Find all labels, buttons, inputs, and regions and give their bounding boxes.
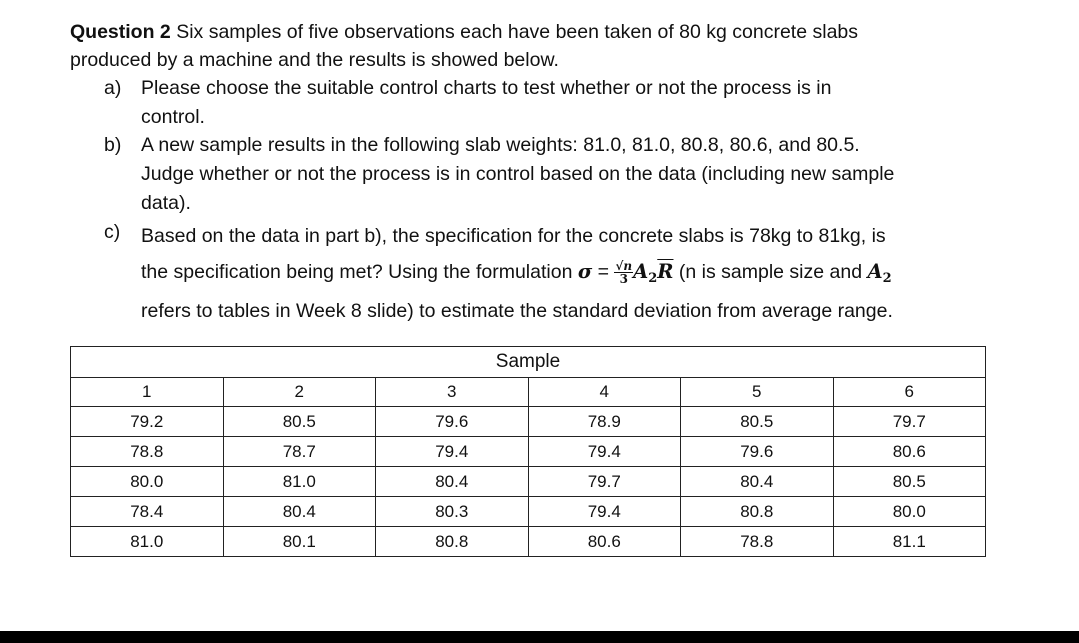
column-number: 2 [223, 378, 376, 407]
table-cell: 79.2 [71, 407, 224, 437]
table-cell: 80.0 [833, 497, 986, 527]
table-cell: 79.4 [528, 437, 681, 467]
table-row [71, 467, 986, 497]
part-c-line2-post: (n is sample size and [673, 261, 868, 283]
table-cell: 80.0 [71, 467, 224, 497]
column-number-row [71, 378, 986, 407]
part-a-letter: a) [104, 77, 122, 99]
table-cell: 79.4 [528, 497, 681, 527]
equals-sign: = [592, 261, 615, 283]
column-number: 5 [681, 378, 834, 407]
table-cell: 81.1 [833, 527, 986, 557]
part-b-line3: data). [141, 192, 191, 214]
table-cell: 78.8 [71, 437, 224, 467]
sample-data-table [70, 346, 986, 557]
table-cell: 80.1 [223, 527, 376, 557]
a2b-letter: A [867, 260, 883, 283]
table-cell: 81.0 [71, 527, 224, 557]
bottom-bar [0, 631, 1079, 643]
table-cell: 80.5 [223, 407, 376, 437]
fraction-numerator: √n [615, 259, 633, 274]
part-a [104, 74, 1004, 132]
table-cell: 79.4 [376, 437, 529, 467]
question-intro [70, 18, 1050, 74]
part-c-line1: Based on the data in part b), the specification for the concrete slabs is 78kg to 81kg, is [141, 225, 886, 247]
column-number: 3 [376, 378, 529, 407]
part-c-line3: refers to tables in Week 8 slide) to estimate the standard deviation from average range. [141, 300, 893, 322]
part-c-letter: c) [104, 221, 121, 243]
sqrt-n-over-3-fraction [614, 260, 633, 285]
table-cell: 80.5 [833, 467, 986, 497]
a2-symbol-second [867, 260, 892, 286]
table-cell: 80.4 [681, 467, 834, 497]
r-bar-symbol: $\overline{R}$ [657, 260, 674, 283]
a2-subscript: 2 [648, 271, 658, 286]
table-cell: 80.8 [376, 527, 529, 557]
part-c [104, 218, 1004, 333]
question-label: Question 2 [70, 21, 171, 43]
table-cell: 79.7 [833, 407, 986, 437]
question-intro-line2: produced by a machine and the results is showed below. [70, 49, 559, 71]
a2-symbol [633, 260, 658, 286]
part-a-line2: control. [141, 106, 205, 128]
table-row [71, 407, 986, 437]
table-cell: 80.6 [528, 527, 681, 557]
table-cell: 80.4 [376, 467, 529, 497]
table-row [71, 497, 986, 527]
a2b-subscript: 2 [882, 271, 892, 286]
table-cell: 80.8 [681, 497, 834, 527]
table-header-sample: Sample [71, 347, 986, 378]
table-cell: 79.6 [376, 407, 529, 437]
part-a-line1: Please choose the suitable control charts to test whether or not the process is in [141, 77, 832, 99]
fraction-denominator: 3 [619, 272, 628, 287]
a2-letter: A [633, 260, 649, 283]
table-cell: 78.8 [681, 527, 834, 557]
table-row [71, 527, 986, 557]
table-cell: 78.7 [223, 437, 376, 467]
table-cell: 80.4 [223, 497, 376, 527]
table-row [71, 437, 986, 467]
table-cell: 79.6 [681, 437, 834, 467]
part-b-line2: Judge whether or not the process is in control based on the data (including new sample [141, 163, 895, 185]
part-c-line2-pre: the specification being met? Using the formulation [141, 261, 578, 283]
table-cell: 80.5 [681, 407, 834, 437]
table-cell: 80.3 [376, 497, 529, 527]
part-b-line1: A new sample results in the following slab weights: 81.0, 81.0, 80.8, 80.6, and 80.5. [141, 134, 860, 156]
question-intro-line1: Six samples of five observations each have been taken of 80 kg concrete slabs [170, 21, 859, 43]
part-b [104, 131, 1004, 218]
table-cell: 79.7 [528, 467, 681, 497]
table-cell: 80.6 [833, 437, 986, 467]
table-cell: 81.0 [223, 467, 376, 497]
column-number: 6 [833, 378, 986, 407]
column-number: 4 [528, 378, 681, 407]
sigma-symbol: σ [577, 260, 593, 283]
column-number: 1 [71, 378, 224, 407]
table-cell: 78.4 [71, 497, 224, 527]
part-b-letter: b) [104, 134, 122, 156]
table-cell: 78.9 [528, 407, 681, 437]
